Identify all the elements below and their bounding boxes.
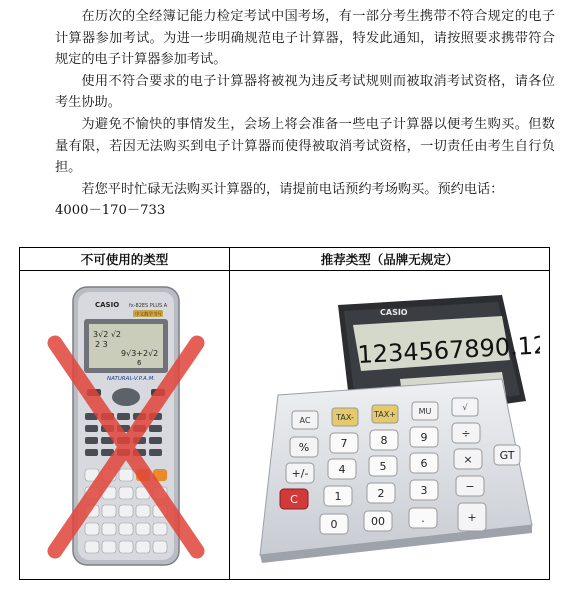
sci-display-frac: 3√2 √2 — [92, 330, 121, 339]
sci-subtitle: 中文数学书写 — [134, 312, 162, 318]
desk-brand: CASIO — [379, 308, 408, 317]
key-divide: ÷ — [460, 427, 471, 440]
key-00: 00 — [370, 515, 385, 528]
desk-main-display: 1234567890.12 — [356, 331, 540, 369]
sci-model: fx-82ES PLUS A — [128, 303, 167, 309]
key-9: 9 — [420, 431, 427, 444]
key-3: 3 — [420, 484, 427, 497]
key-sqrt: √ — [461, 403, 468, 412]
key-multiply: × — [462, 453, 473, 466]
sci-display-result-den: 6 — [136, 359, 141, 367]
key-plus: + — [466, 511, 477, 524]
sci-display-result: 9√3+2√2 — [120, 349, 158, 358]
scientific-calculator-image — [25, 273, 225, 573]
prohibited-cell — [20, 271, 230, 580]
key-4: 4 — [338, 463, 345, 476]
notice-paragraph-4: 若您平时忙碌无法购买计算器的，请提前电话预约考场购买。预约电话： — [81, 181, 504, 197]
key-6: 6 — [420, 457, 427, 470]
key-8: 8 — [380, 434, 387, 447]
key-7: 7 — [340, 437, 347, 450]
header-prohibited: 不可使用的类型 — [20, 248, 230, 271]
notice-paragraph-2: 使用不符合要求的电子计算器将被视为违反考试规则而被取消考试资格，请各位考生协助。 — [55, 73, 555, 111]
calculator-comparison-table — [19, 247, 550, 580]
sci-brand: CASIO — [94, 301, 119, 309]
notice-text — [55, 6, 555, 222]
key-ac: AC — [299, 416, 310, 425]
sci-natural-label: NATURAL-V.P.A.M. — [106, 376, 155, 382]
key-2: 2 — [377, 487, 384, 500]
key-percent: % — [298, 441, 309, 454]
desk-calculator-image — [240, 283, 540, 563]
key-gt: GT — [499, 449, 514, 462]
key-dot: . — [420, 512, 425, 525]
key-c: C — [289, 493, 298, 506]
key-minus: − — [464, 480, 475, 493]
key-mu: MU — [418, 407, 431, 416]
notice-paragraph-1: 在历次的全经簿记能力检定考试中国考场，有一部分考生携带不符合规定的电子计算器参加考试。为进一步明确规范电子计算器，特发此通知，请按照要求携带符合规定的电子计算器参加考试。 — [55, 9, 555, 68]
key-plus-minus: +/- — [291, 467, 308, 480]
phone-number: 4000－170－733 — [55, 203, 166, 219]
key-5: 5 — [379, 460, 386, 473]
recommended-cell — [230, 271, 550, 580]
notice-paragraph-3: 为避免不愉快的事情发生，会场上将会准备一些电子计算器以便考生购买。但数量有限，若因无法购买到电子计算器而使得被取消考试资格，一切责任由考生自行负担。 — [55, 116, 555, 176]
key-1: 1 — [334, 490, 341, 503]
key-tax-plus: TAX+ — [373, 410, 396, 419]
sci-display-den: 2 3 — [94, 340, 108, 349]
key-0: 0 — [330, 518, 337, 531]
key-tax-minus: TAX- — [335, 413, 354, 422]
header-recommended: 推荐类型（品牌无规定） — [230, 248, 550, 271]
